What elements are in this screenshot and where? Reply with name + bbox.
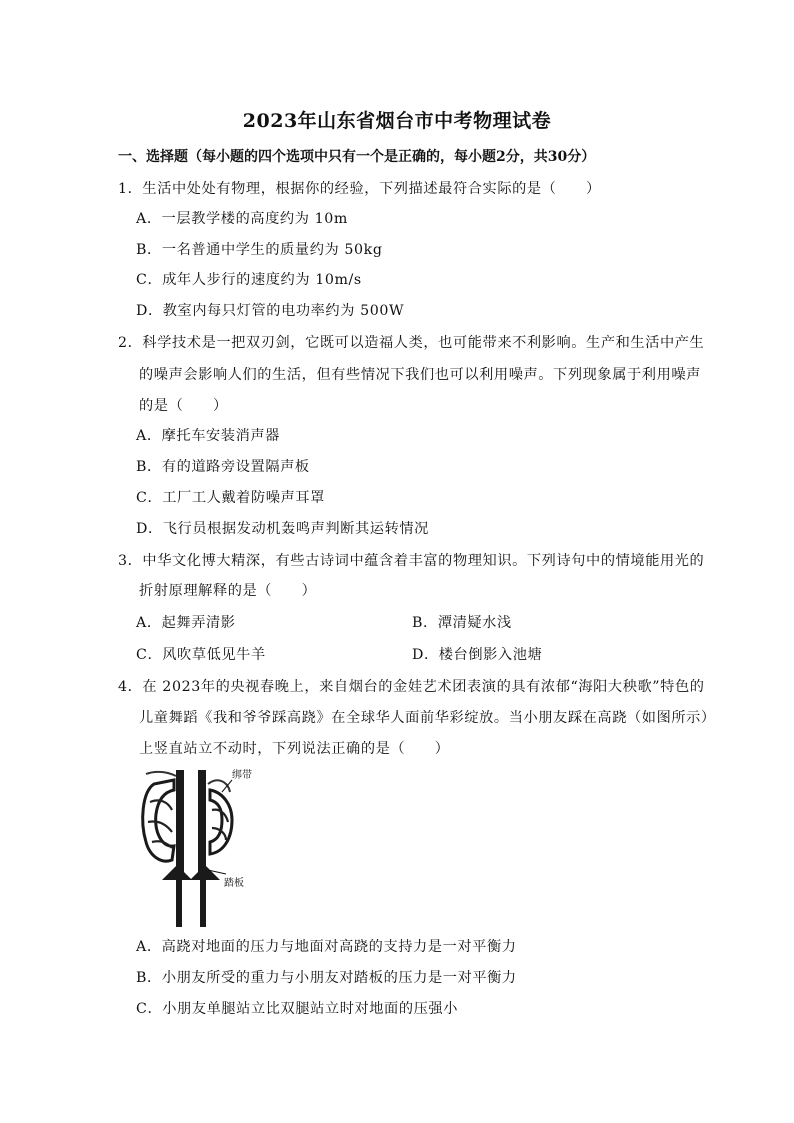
question-3-option-d: D．楼台倒影入池塘	[412, 647, 543, 663]
question-1-option-c: C．成年人步行的速度约为 10m/s	[136, 272, 362, 288]
page-title: 2023年山东省烟台市中考物理试卷	[242, 110, 552, 132]
question-2-stem-line1: 2．科学技术是一把双刃剑，它既可以造福人类，也可能带来不利影响。生产和生活中产生	[118, 335, 705, 351]
question-4-option-c: C．小朋友单腿站立比双腿站立时对地面的压强小	[136, 1001, 458, 1017]
question-2-stem-line2: 的噪声会影响人们的生活，但有些情况下我们也可以利用噪声。下列现象属于利用噪声	[139, 367, 701, 383]
question-4-stem-line3: 上竖直站立不动时，下列说法正确的是（ ）	[139, 741, 450, 757]
question-3-stem-line1: 3．中华文化博大精深，有些古诗词中蕴含着丰富的物理知识。下列诗句中的情境能用光的	[118, 553, 705, 569]
question-2-option-b: B．有的道路旁设置隔声板	[136, 459, 310, 475]
question-4-stem-line1: 4．在 2023年的央视春晚上，来自烟台的金娃艺术团表演的具有浓郁“海阳大秧歌”特色的	[118, 679, 705, 695]
question-2-option-a: A．摩托车安装消声器	[136, 428, 280, 444]
question-3-stem-line2: 折射原理解释的是（ ）	[139, 583, 317, 599]
question-2-option-c: C．工厂工人戴着防噪声耳罩	[136, 490, 325, 506]
question-3-option-a: A．起舞弄清影	[136, 615, 236, 631]
question-2-stem-line3: 的是（ ）	[139, 398, 228, 414]
question-4-option-a: A．高跷对地面的压力与地面对高跷的支持力是一对平衡力	[136, 939, 517, 955]
left-stilt	[143, 770, 192, 927]
question-1-stem: 1．生活中处处有物理，根据你的经验，下列描述最符合实际的是（ ）	[118, 181, 601, 197]
stilts-figure	[132, 762, 256, 930]
question-1-option-a: A．一层教学楼的高度约为 10m	[136, 211, 348, 227]
question-3-option-b: B．潭清疑水浅	[412, 615, 512, 631]
question-1-option-d: D．教室内每只灯管的电功率约为 500W	[136, 303, 405, 319]
right-stilt	[190, 770, 232, 927]
figure-label-pedal: 踏板	[224, 878, 244, 889]
question-1-option-b: B．一名普通中学生的质量约为 50kg	[136, 242, 383, 258]
question-3-option-c: C．风吹草低见牛羊	[136, 647, 266, 663]
question-4-option-b: B．小朋友所受的重力与小朋友对踏板的压力是一对平衡力	[136, 970, 517, 986]
figure-label-strap: 绑带	[232, 770, 252, 781]
section-heading: 一、选择题（每小题的四个选项中只有一个是正确的，每小题2分，共30分）	[118, 149, 596, 165]
question-4-stem-line2: 儿童舞蹈《我和爷爷踩高跷》在全球华人面前华彩绽放。当小朋友踩在高跷（如图所示）	[139, 710, 716, 726]
question-2-option-d: D．飞行员根据发动机轰鸣声判断其运转情况	[136, 521, 429, 537]
